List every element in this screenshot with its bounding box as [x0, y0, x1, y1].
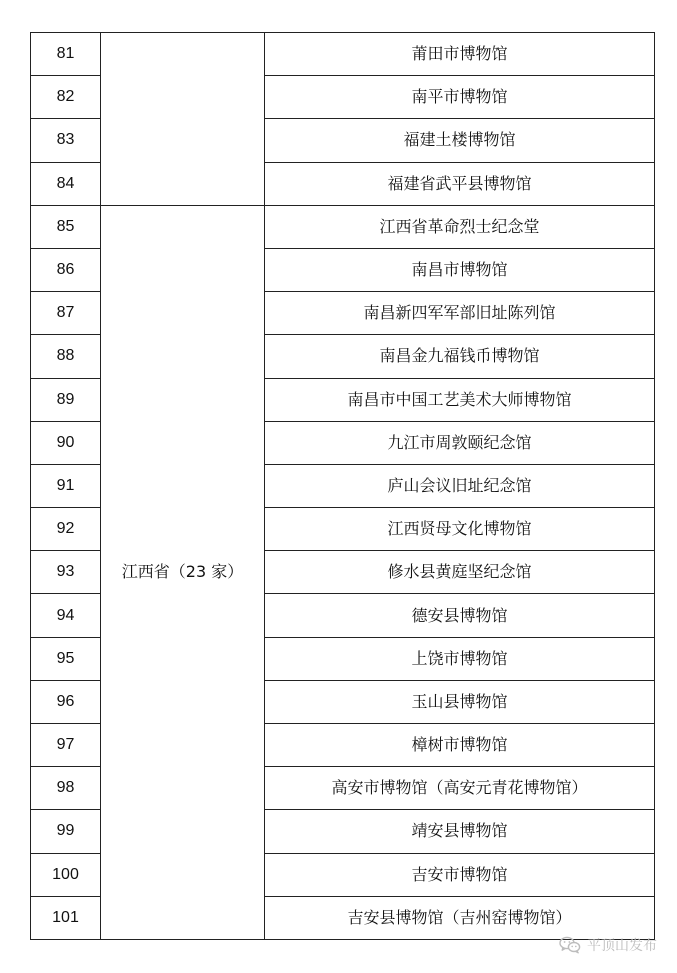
row-number: 96: [31, 680, 101, 723]
museum-name: 樟树市博物馆: [265, 724, 655, 767]
row-number: 98: [31, 767, 101, 810]
museum-name: 南昌市博物馆: [265, 248, 655, 291]
museum-name: 上饶市博物馆: [265, 637, 655, 680]
province-cell-fujian: [101, 33, 265, 206]
museum-name: 吉安县博物馆（吉州窑博物馆）: [265, 896, 655, 939]
museum-name: 福建土楼博物馆: [265, 119, 655, 162]
museum-name: 南昌新四军军部旧址陈列馆: [265, 292, 655, 335]
table-row: [31, 205, 655, 248]
row-number: 88: [31, 335, 101, 378]
row-number: 81: [31, 33, 101, 76]
province-cell-jiangxi: 江西省（23 家）: [101, 205, 265, 939]
museum-name: 莆田市博物馆: [265, 33, 655, 76]
row-number: 82: [31, 76, 101, 119]
row-number: 83: [31, 119, 101, 162]
museum-name: 江西省革命烈士纪念堂: [265, 205, 655, 248]
museum-name: 庐山会议旧址纪念馆: [265, 464, 655, 507]
row-number: 101: [31, 896, 101, 939]
museum-name: 九江市周敦颐纪念馆: [265, 421, 655, 464]
museum-name: 福建省武平县博物馆: [265, 162, 655, 205]
museum-name: 江西贤母文化博物馆: [265, 508, 655, 551]
row-number: 87: [31, 292, 101, 335]
row-number: 89: [31, 378, 101, 421]
museum-name: 南昌金九福钱币博物馆: [265, 335, 655, 378]
museum-name: 南昌市中国工艺美术大师博物馆: [265, 378, 655, 421]
museum-name: 靖安县博物馆: [265, 810, 655, 853]
watermark: [559, 935, 657, 955]
row-number: 91: [31, 464, 101, 507]
row-number: 93: [31, 551, 101, 594]
row-number: 92: [31, 508, 101, 551]
watermark-text: 平顶山发布: [587, 938, 657, 954]
museum-list-table: [30, 32, 655, 940]
row-number: 86: [31, 248, 101, 291]
row-number: 95: [31, 637, 101, 680]
museum-name: 高安市博物馆（高安元青花博物馆）: [265, 767, 655, 810]
row-number: 99: [31, 810, 101, 853]
museum-name: 南平市博物馆: [265, 76, 655, 119]
museum-name: 德安县博物馆: [265, 594, 655, 637]
table-row: [31, 33, 655, 76]
row-number: 94: [31, 594, 101, 637]
museum-name: 玉山县博物馆: [265, 680, 655, 723]
row-number: 100: [31, 853, 101, 896]
row-number: 90: [31, 421, 101, 464]
row-number: 85: [31, 205, 101, 248]
wechat-icon: [559, 936, 581, 954]
row-number: 84: [31, 162, 101, 205]
museum-name: 吉安市博物馆: [265, 853, 655, 896]
museum-name: 修水县黄庭坚纪念馆: [265, 551, 655, 594]
row-number: 97: [31, 724, 101, 767]
